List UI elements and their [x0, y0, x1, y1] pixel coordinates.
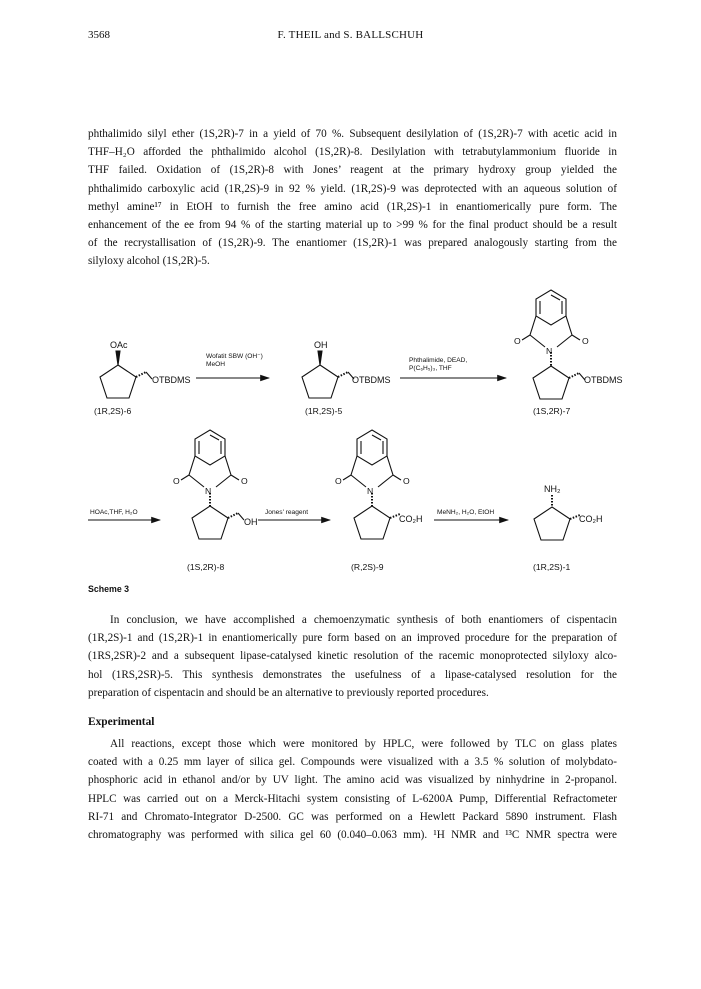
text-line: preparation of cispentacin and should be an alternative to previously reported procedures. [88, 686, 489, 699]
compound-label: (1S,2R)-7 [533, 406, 571, 416]
compound-5-structure [302, 351, 354, 398]
paragraph-experimental [88, 735, 617, 844]
paragraph-conclusion [88, 611, 617, 702]
atom-label: O [335, 476, 342, 486]
reagent-label: HOAc,THF, H₂O [90, 509, 138, 516]
text-line: hol (1RS,2SR)-5. This synthesis demonstrates the usefulness of a lipase-catalysed resolution for the [88, 668, 617, 681]
compound-label: (R,2S)-9 [351, 562, 384, 572]
compound-1-structure [534, 495, 580, 540]
substituent-label: CO₂H [579, 514, 603, 524]
text-line: HPLC was carried out on a Merck-Hitachi system consisting of L-6200A Pump, Differential Refractometer [88, 792, 617, 805]
scheme-caption: Scheme 3 [88, 584, 130, 594]
text-line: phosphoric acid in ethanol and/or by UV light. The amino acid was visualized by ninhydrine in 2-propanol. [88, 774, 617, 787]
atom-label: O [173, 476, 180, 486]
substituent-label: OTBDMS [152, 375, 191, 385]
reagent-label: MeNH₂, H₂O, EtOH [437, 509, 495, 516]
substituent-label: OH [314, 340, 328, 350]
atom-label: N [546, 346, 553, 356]
text-line: enhancement of the ee from 94 % of the starting material up to >99 % for the final product should be a result [88, 219, 617, 232]
substituent-label: OTBDMS [352, 375, 391, 385]
reagent-label: MeOH [206, 361, 226, 368]
text-line: THF–H₂O afforded the phthalimido alcohol (1S,2R)-8. Desilylation with tetrabutylammonium fluoride in [88, 146, 617, 159]
text-line: (1R,2S)-1 and (1S,2R)-1 in enantiomerically pure form based on an improved procedure for the preparation of [88, 632, 617, 645]
atom-label: N [205, 486, 212, 496]
atom-label: O [241, 476, 248, 486]
text-line: All reactions, except those which were monitored by HPLC, were followed by TLC on glass plates [110, 738, 617, 750]
reagent-label: Jones' reagent [265, 509, 309, 516]
text-line: THF failed. Oxidation of (1S,2R)-8 with Jones’ reagent at the primary hydroxy group yielded the [88, 164, 617, 177]
substituent-label: OTBDMS [584, 375, 623, 385]
reagent-label: P(C₆H₅)₃, THF [409, 365, 452, 372]
atom-label: O [582, 336, 589, 346]
text-line: coated with a 0.25 mm layer of silica gel. Compounds were visualized with a 3.5 % solution of molybdato- [88, 756, 617, 769]
substituent-label: OAc [110, 340, 128, 350]
substituent-label: CO₂H [399, 514, 423, 524]
compound-label: (1R,2S)-1 [533, 562, 571, 572]
substituent-label: OH [244, 517, 258, 527]
compound-7-structure [522, 290, 585, 399]
text-line: methyl amine¹⁷ in EtOH to furnish the free amino acid (1R,2S)-1 in enantiomerically pure form. The [88, 200, 617, 213]
compound-label: (1S,2R)-8 [187, 562, 225, 572]
text-line: (1RS,2SR)-2 and a subsequent lipase-catalysed kinetic resolution of the racemic monoprotected silyloxy alco- [88, 650, 617, 663]
reagent-label: Wofatit SBW (OH⁻) [206, 353, 263, 360]
text-line: RI-71 and Chromato-Integrator D-2500. GC was performed on a Hewlett Packard 5890 instrument. Flash [88, 810, 617, 823]
text-line: phthalimido carboxylic acid (1R,2S)-9 in 92 % yield. (1R,2S)-9 was deprotected with an aqueous solution of [88, 182, 617, 195]
compound-8-structure [181, 430, 244, 539]
compound-9-structure [343, 430, 401, 539]
page-number: 3568 [88, 29, 110, 41]
text-line: chromatography was performed with silica gel 60 (0.040–0.063 mm). ¹H NMR and ¹³C NMR spectra were [88, 829, 617, 842]
running-head: F. THEIL and S. BALLSCHUH [277, 29, 424, 41]
compound-label: (1R,2S)-6 [94, 406, 132, 416]
compound-label: (1R,2S)-5 [305, 406, 343, 416]
atom-label: N [367, 486, 374, 496]
compound-6-structure [100, 351, 152, 398]
atom-label: O [403, 476, 410, 486]
text-line: silyloxy alcohol (1S,2R)-5. [88, 255, 210, 268]
section-heading: Experimental [88, 716, 155, 728]
reagent-label: Phthalimide, DEAD, [409, 357, 468, 364]
substituent-label: NH₂ [544, 484, 561, 494]
text-line: of the recrystallisation of (1S,2R)-9. The enantiomer (1S,2R)-1 was prepared analogously starting from the [88, 237, 617, 250]
atom-label: O [514, 336, 521, 346]
text-line: phthalimido silyl ether (1S,2R)-7 in a yield of 70 %. Subsequent desilylation of (1S,2R)-7 with acetic acid in [88, 128, 617, 140]
text-line: In conclusion, we have accomplished a chemoenzymatic synthesis of both enantiomers of cispentacin [110, 614, 617, 626]
